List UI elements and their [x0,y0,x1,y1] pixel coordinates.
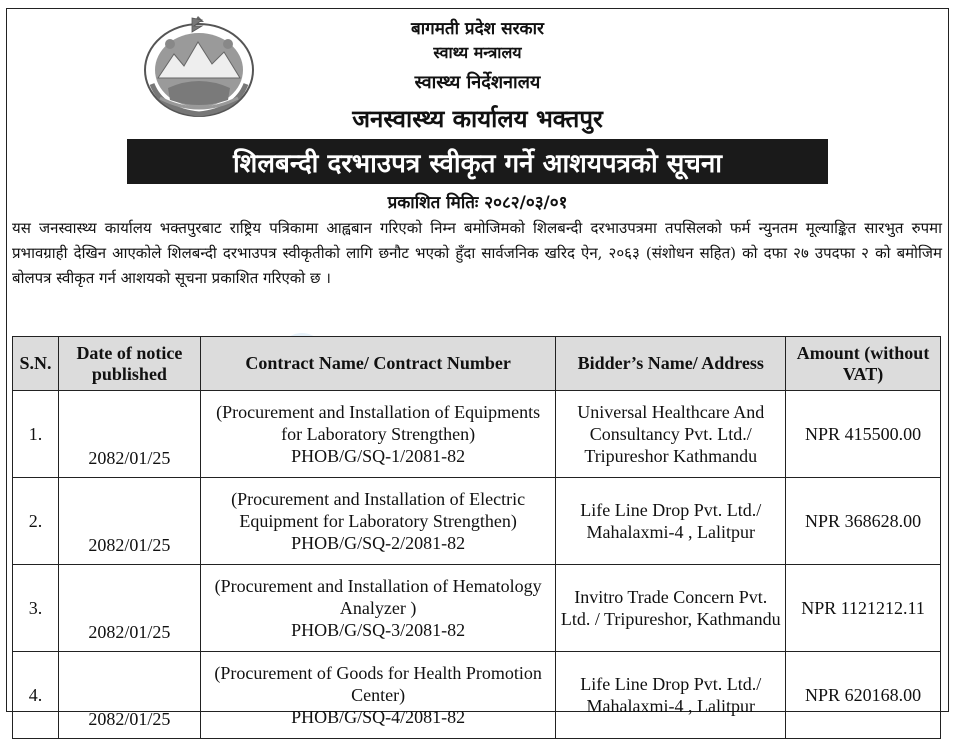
row-sn: 3. [13,565,59,652]
header-bidder: Bidder’s Name/ Address [556,337,786,391]
row-amount: NPR 368628.00 [786,478,941,565]
header-sn: S.N. [13,337,59,391]
row-contract [200,478,556,565]
row-date: 2082/01/25 [58,478,200,565]
contract-name: (Procurement of Goods for Health Promotion Center) [214,663,542,705]
office-name: जनस्वास्थ्य कार्यालय भक्तपुर [352,104,603,133]
header-date: Date of notice published [58,337,200,391]
contract-number: PHOB/G/SQ-1/2081-82 [291,446,466,466]
table-row [13,391,941,478]
table-row [13,565,941,652]
row-date: 2082/01/25 [58,565,200,652]
header-amount: Amount (without VAT) [786,337,941,391]
contract-number: PHOB/G/SQ-2/2081-82 [291,533,466,553]
table-header-row [13,337,941,391]
row-amount: NPR 415500.00 [786,391,941,478]
contract-name: (Procurement and Installation of Hematology Analyzer ) [214,576,542,618]
row-bidder: Life Line Drop Pvt. Ltd./ Mahalaxmi-4 , Lalitpur [556,478,786,565]
row-amount: NPR 620168.00 [786,652,941,739]
row-bidder: Life Line Drop Pvt. Ltd./ Mahalaxmi-4 , Lalitpur [556,652,786,739]
row-contract [200,652,556,739]
directorate-line: स्वास्थ्य निर्देशनालय [414,72,541,93]
ministry-line: स्वाथ्य मन्त्रालय [433,43,522,62]
contract-number: PHOB/G/SQ-4/2081-82 [291,707,466,727]
row-date: 2082/01/25 [58,391,200,478]
row-amount: NPR 1121212.11 [786,565,941,652]
table-row [13,478,941,565]
row-contract [200,391,556,478]
contract-award-table [12,336,941,739]
row-date: 2082/01/25 [58,652,200,739]
notice-title: शिलबन्दी दरभाउपत्र स्वीकृत गर्ने आशयपत्रको सूचना [232,148,723,179]
contract-number: PHOB/G/SQ-3/2081-82 [291,620,466,640]
notice-body-paragraph: यस जनस्वास्थ्य कार्यालय भक्तपुरबाट राष्ट्रिय पत्रिकामा आह्वबान गरिएको निम्न बमोजिमको शिलबन्दी दरभाउपत्रमा तपसिलको फर्म न्युनतम मूल्याङ्कित सारभुत रुपमा प्रभावग्राही देखिन आएकोले शिलबन्दी दरभाउपत्र स्वीकृतीको लागि छनौट भएको हुँदा सार्वजनिक खरिद ऐन, २०६३ (संशोधन सहित) को दफा २७ उपदफा २ को बमोजिम बोलपत्र स्वीकृत गर्न आशयको सूचना प्रकाशित गरिएको छ । [12,219,942,287]
row-sn: 2. [13,478,59,565]
row-sn: 1. [13,391,59,478]
row-sn: 4. [13,652,59,739]
contract-name: (Procurement and Installation of Electric Equipment for Laboratory Strengthen) [231,489,526,531]
contract-name: (Procurement and Installation of Equipments for Laboratory Strengthen) [216,402,541,444]
province-government-line: बागमती प्रदेश सरकार [411,19,544,39]
row-bidder: Universal Healthcare And Consultancy Pvt. Ltd./ Tripureshor Kathmandu [556,391,786,478]
notice-title-banner [127,139,828,184]
table-row [13,652,941,739]
row-contract [200,565,556,652]
published-date: प्रकाशित मितिः २०८२/०३/०१ [387,193,568,213]
header-contract: Contract Name/ Contract Number [200,337,556,391]
row-bidder: Invitro Trade Concern Pvt. Ltd. / Tripureshor, Kathmandu [556,565,786,652]
